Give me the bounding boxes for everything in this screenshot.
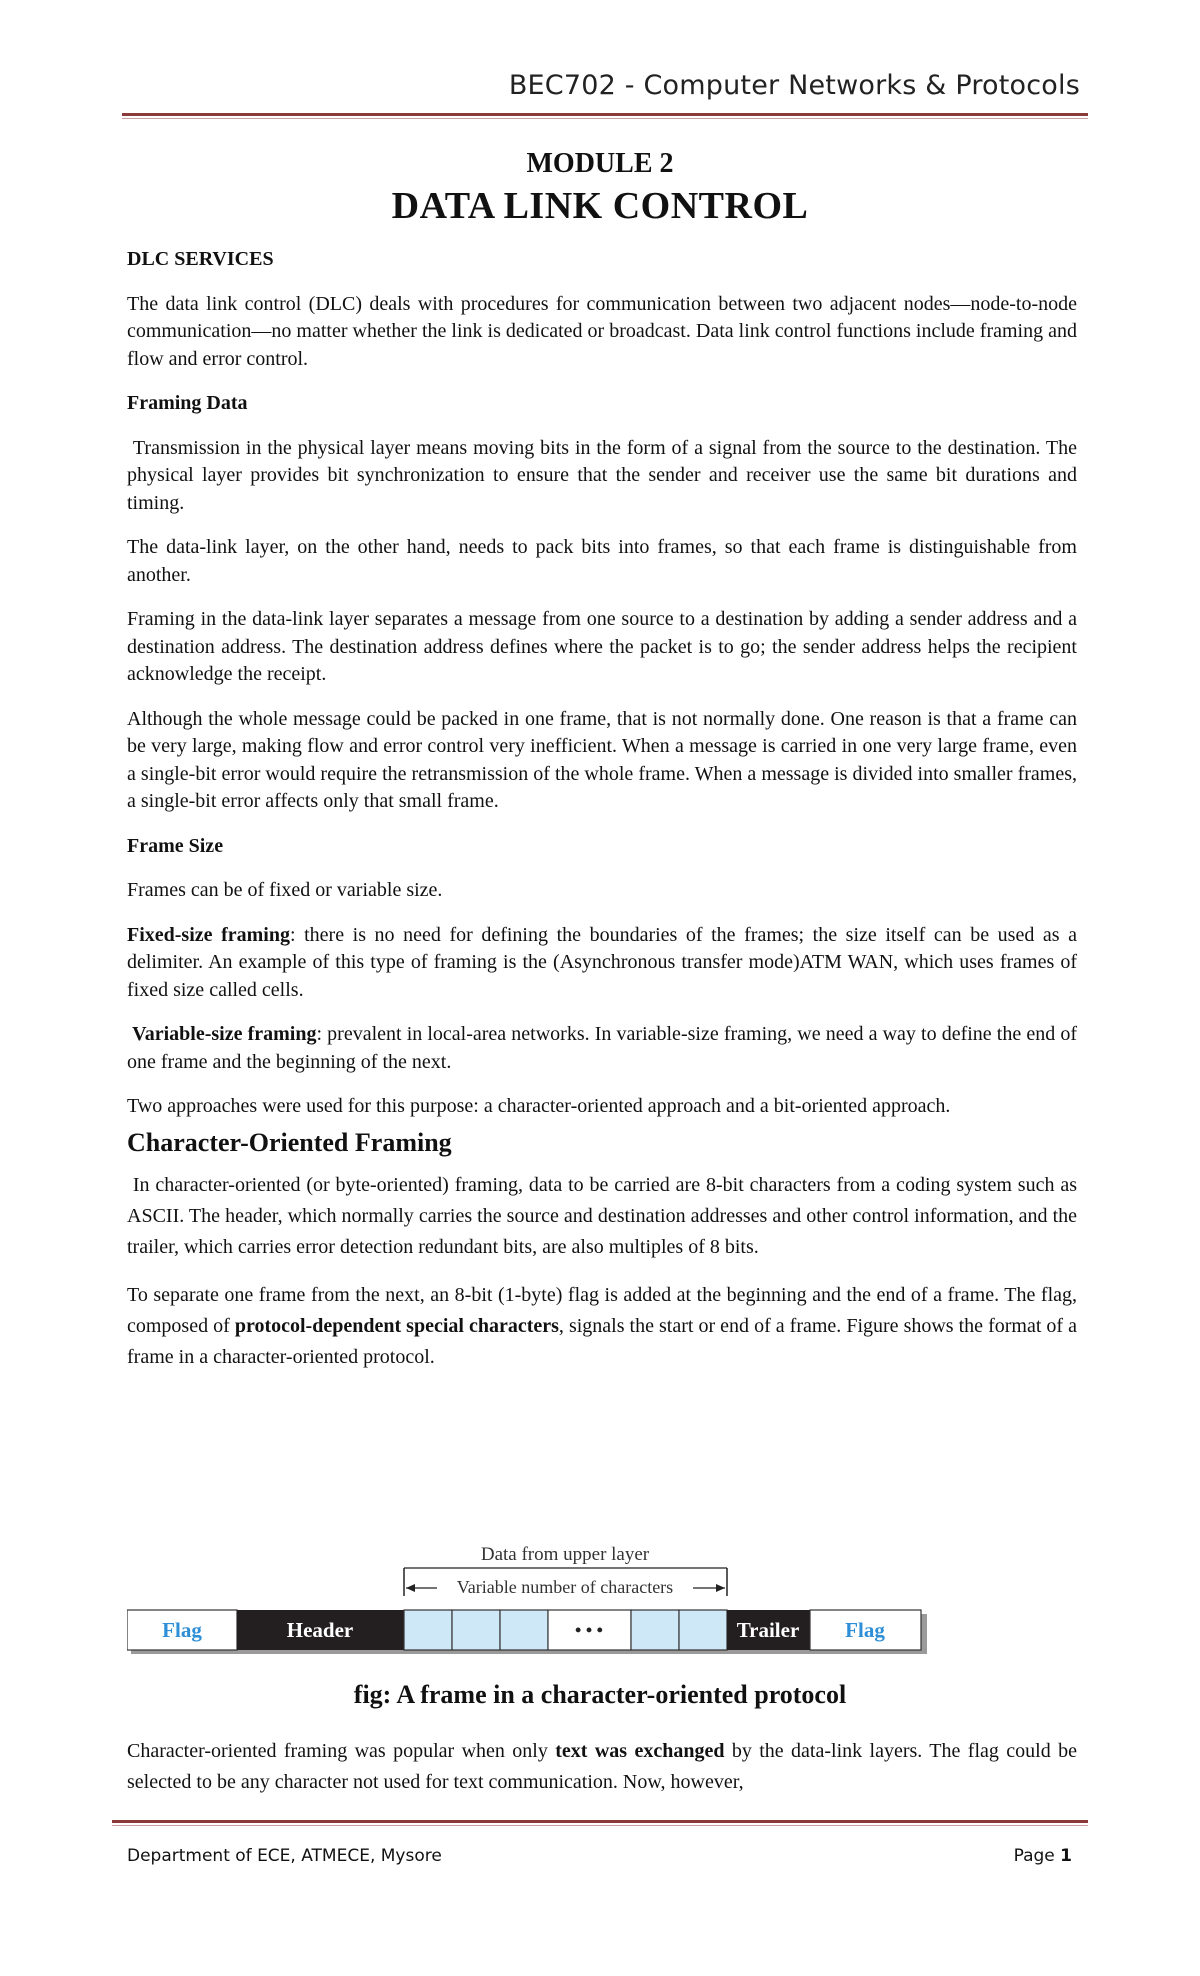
- frame-ellipsis: • • •: [575, 1620, 603, 1640]
- figure-caption: fig: A frame in a character-oriented protocol: [353, 1680, 847, 1709]
- paragraph-frame-size: Frames can be of fixed or variable size.: [127, 879, 443, 901]
- footer-rule-thin: [112, 1825, 1088, 1826]
- frame-flag-right-label: Flag: [845, 1618, 885, 1642]
- footer-page-label: Page: [1013, 1846, 1061, 1866]
- figure-range-arrow-right: [716, 1584, 725, 1592]
- figure-label-top: Data from upper layer: [480, 1544, 650, 1565]
- paragraph-char-2: [127, 1280, 1077, 1373]
- frame-trailer-label: Trailer: [736, 1618, 800, 1642]
- footer-department: Department of ECE, ATMECE, Mysore: [127, 1846, 442, 1866]
- frame-data-cell: [404, 1610, 452, 1650]
- heading-dlc-services: DLC SERVICES: [127, 248, 274, 270]
- closing-b: by the data-link layers. The flag could be selected to be any character not used for text communication. Now, however,: [127, 1740, 1077, 1793]
- paragraph-approaches: Two approaches were used for this purpose: a character-oriented approach and a bit-oriented approach.: [127, 1095, 951, 1117]
- header-rule-thin: [122, 118, 1088, 119]
- header-title: BEC702 - Computer Networks & Protocols: [508, 70, 1080, 101]
- paragraph-framing-1-text: Transmission in the physical layer means moving bits in the form of a signal from the source to the destination. The physical layer provides bit synchronization to ensure that the sender and receiver use the same bit durations and timing.: [127, 436, 1077, 514]
- frame-data-cell: [679, 1610, 727, 1650]
- closing-bold: text was exchanged: [555, 1740, 725, 1762]
- paragraph-variable-size: [127, 1021, 1077, 1076]
- frame-data-cell: [500, 1610, 548, 1650]
- term-variable-size: Variable-size framing: [132, 1023, 317, 1045]
- heading-framing-data: Framing Data: [127, 392, 248, 414]
- closing-a: Character-oriented framing was popular when only: [127, 1740, 556, 1762]
- closing-content: [127, 1736, 1077, 1798]
- figure-label-range: Variable number of characters: [456, 1577, 674, 1597]
- page-title: DATA LINK CONTROL: [391, 185, 809, 227]
- frame-flag-left-label: Flag: [162, 1618, 202, 1642]
- main-content: [127, 246, 1077, 1390]
- paragraph-framing-2: The data-link layer, on the other hand, needs to pack bits into frames, so that each frame is distinguishable from another.: [127, 536, 1077, 586]
- variable-size-text: : prevalent in local-area networks. In variable-size framing, we need a way to define the end of one frame and the beginning of the next.: [127, 1023, 1077, 1073]
- paragraph-closing: [127, 1736, 1077, 1798]
- paragraph-char-1: [127, 1170, 1077, 1263]
- paragraph-char-2-bold: protocol-dependent special characters: [234, 1315, 559, 1337]
- paragraph-fixed-size: [127, 922, 1077, 1005]
- paragraph-framing-1: [127, 435, 1077, 518]
- frame-data-cell: [452, 1610, 500, 1650]
- footer-page: [1014, 1846, 1072, 1866]
- paragraph-framing-3: Framing in the data-link layer separates a message from one source to a destination by adding a sender address and a destination address. The destination address defines where the packet is to go; the sender address helps the recipient acknowledge the receipt.: [127, 608, 1077, 685]
- paragraph-char-1-text: In character-oriented (or byte-oriented) framing, data to be carried are 8-bit characters from a coding system such as ASCII. The header, which normally carries the source and destination addresses and other control information, and the trailer, which carries error detection redundant bits, are also multiples of 8 bits.: [127, 1174, 1078, 1258]
- paragraph-char-2-a: To separate one frame from the next, an 8-bit (1-byte) flag is added at the beginning and the end of a frame. The flag, composed of: [127, 1284, 1077, 1337]
- paragraph-char-2-b: , signals the start or end of a frame. Figure shows the format of a frame in a character-oriented protocol.: [127, 1315, 1077, 1368]
- paragraph-framing-4: Although the whole message could be packed in one frame, that is not normally done. One reason is that a frame can be very large, making flow and error control very inefficient. When a message is carried in one very large frame, even a single-bit error would require the retransmission of the whole frame. When a message is divided into smaller frames, a single-bit error affects only that small frame.: [127, 707, 1077, 812]
- heading-frame-size: Frame Size: [127, 834, 224, 857]
- footer-rule: [112, 1820, 1088, 1823]
- frame-format-figure: [127, 1540, 927, 1660]
- footer-page-number: 1: [1060, 1846, 1072, 1866]
- frame-data-cell: [631, 1610, 679, 1650]
- fixed-size-text: : there is no need for defining the boundaries of the frames; the size itself can be used as a delimiter. An example of this type of framing is the (Asynchronous transfer mode)ATM WAN, which uses frames of fixed size called cells.: [127, 923, 1077, 1001]
- term-fixed-size: Fixed-size framing: [127, 923, 290, 946]
- header-rule: [122, 113, 1088, 116]
- figure-range-arrow-left: [406, 1584, 415, 1592]
- module-label: MODULE 2: [526, 148, 674, 179]
- paragraph-dlc-intro: The data link control (DLC) deals with procedures for communication between two adjacent nodes—node-to-node communication—no matter whether the link is dedicated or broadcast. Data link control functions include framing and flow and error control.: [127, 292, 1077, 370]
- heading-character-oriented: Character-Oriented Framing: [127, 1127, 452, 1157]
- frame-header-label: Header: [286, 1618, 354, 1642]
